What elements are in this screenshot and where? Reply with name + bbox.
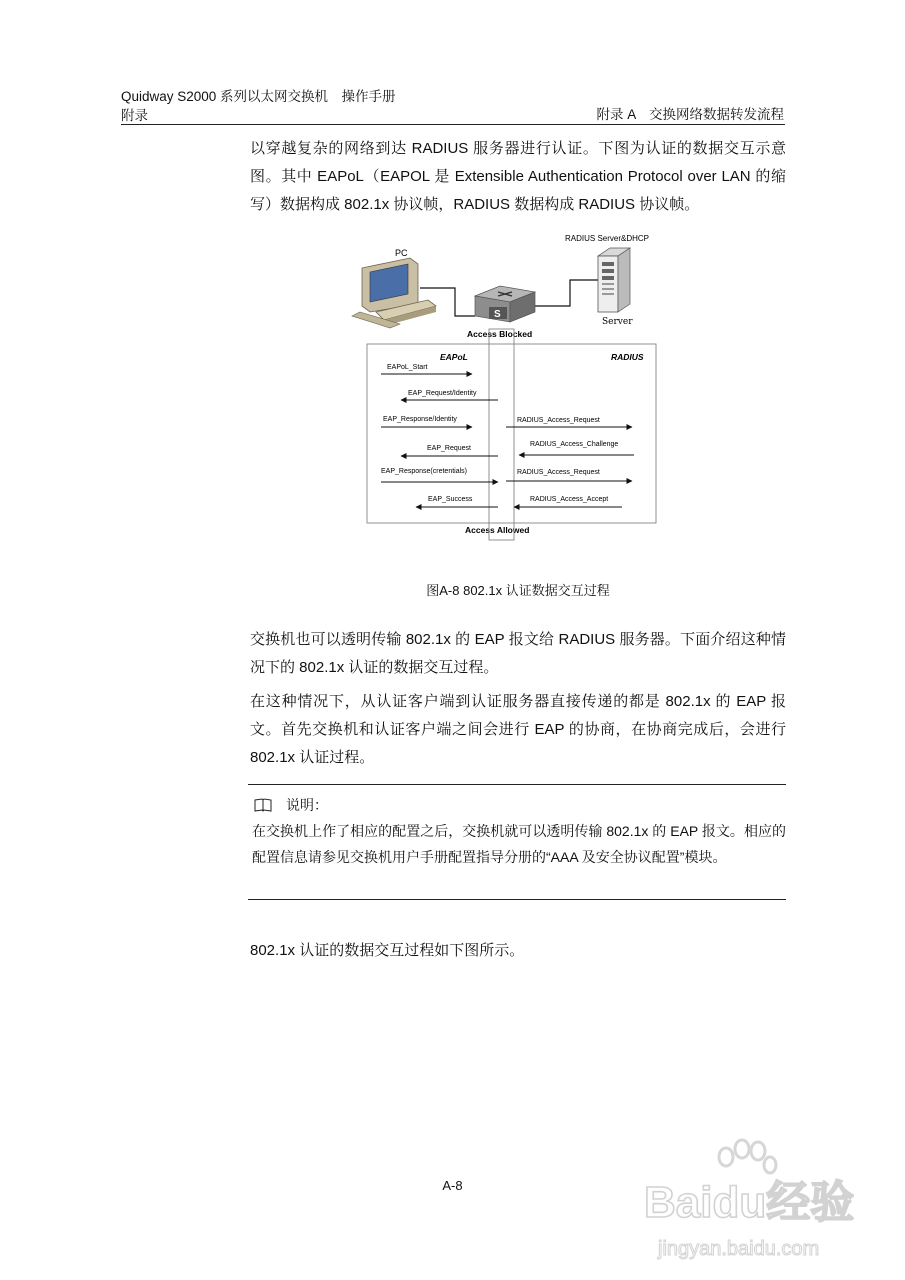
- paragraph-intro: 以穿越复杂的网络到达 RADIUS 服务器进行认证。下图为认证的数据交互示意图。其中 EAPoL（EAPOL 是 Extensible Authentication Protocol over LAN 的缩写）数据构成 802.1x 协议帧，RADIUS 数据构成 RADIUS 协议帧。: [250, 140, 786, 213]
- msg-radius-access-accept: RADIUS_Access_Accept: [530, 496, 609, 503]
- section-label: 附录: [121, 108, 148, 123]
- note-header: [254, 795, 328, 815]
- book-icon: [254, 798, 272, 812]
- msg-eap-success: EAP_Success: [428, 496, 473, 503]
- baidu-watermark: [642, 1135, 902, 1270]
- msg-radius-access-request-2: RADIUS_Access_Request: [517, 469, 600, 476]
- eap-exchange-diagram: [340, 228, 670, 543]
- radius-message-flow: [506, 417, 634, 507]
- pc-label: PC: [395, 248, 408, 258]
- msg-eap-response-identity: EAP_Response/Identity: [383, 416, 457, 423]
- paragraph-eap-negotiation: 在这种情况下，从认证客户端到认证服务器直接传递的都是 802.1x 的 EAP 报文。首先交换机和认证客户端之间会进行 EAP 的协商，在协商完成后，会进行 802.1x 认证过程。: [250, 693, 786, 766]
- msg-eap-request: EAP_Request: [427, 445, 471, 452]
- access-allowed-label: Access Allowed: [465, 525, 530, 535]
- eapol-title: EAPoL: [440, 352, 468, 362]
- note-box: [248, 784, 786, 900]
- msg-eapol-start: EAPoL_Start: [387, 364, 428, 371]
- radius-title: RADIUS: [611, 352, 644, 362]
- header-rule: [121, 124, 785, 125]
- eapol-message-flow: [381, 364, 498, 507]
- paragraph-process-intro: 802.1x 认证的数据交互过程如下图所示。: [250, 942, 525, 959]
- msg-radius-access-challenge: RADIUS_Access_Challenge: [530, 441, 619, 448]
- chapter-title: 附录 A 交换网络数据转发流程: [596, 107, 784, 122]
- paragraph-transparent-transfer: 交换机也可以透明传输 802.1x 的 EAP 报文给 RADIUS 服务器。下面介绍这种情况下的 802.1x 认证的数据交互过程。: [250, 631, 786, 676]
- pc-icon: [352, 258, 436, 328]
- msg-eap-response-credentials: EAP_Response(cretentials): [381, 468, 467, 475]
- msg-radius-access-request-1: RADIUS_Access_Request: [517, 417, 600, 424]
- switch-icon: [475, 286, 535, 322]
- running-header-left: [121, 87, 396, 125]
- watermark-url: jingyan.baidu.com: [658, 1238, 820, 1260]
- figure-caption: 图A-8 802.1x 认证数据交互过程: [426, 583, 610, 598]
- server-label: Server: [602, 317, 633, 327]
- note-body: 在交换机上作了相应的配置之后，交换机就可以透明传输 802.1x 的 EAP 报文。相应的配置信息请参见交换机用户手册配置指导分册的“AAA 及安全协议配置”模块。: [252, 823, 786, 865]
- msg-eap-request-identity: EAP_Request/Identity: [408, 390, 477, 397]
- server-icon: [598, 248, 630, 312]
- switch-column: [489, 329, 514, 540]
- watermark-brand: Baidu经验: [644, 1178, 855, 1227]
- access-blocked-label: Access Blocked: [467, 329, 533, 339]
- note-title: 说明：: [286, 797, 328, 813]
- page-number: A-8: [442, 1178, 463, 1193]
- manual-title: Quidway S2000 系列以太网交换机 操作手册: [121, 89, 396, 104]
- paw-icon: [719, 1140, 776, 1173]
- switch-label: S: [494, 309, 501, 320]
- server-top-label: RADIUS Server&DHCP: [565, 234, 650, 243]
